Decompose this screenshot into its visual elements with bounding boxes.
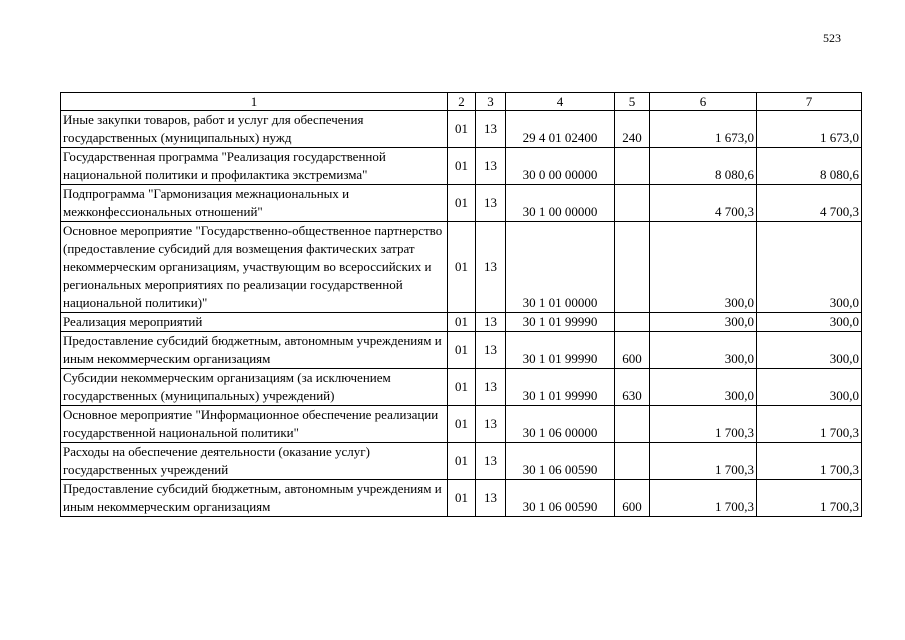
row-section: 01 (448, 369, 476, 406)
table-row (61, 222, 862, 313)
row-expense-type: 600 (615, 480, 650, 517)
row-subsection: 13 (476, 185, 506, 222)
row-expense-type (615, 222, 650, 313)
row-target-article: 30 1 06 00590 (506, 443, 615, 480)
row-amount-1: 300,0 (650, 313, 757, 332)
row-amount-2: 1 700,3 (757, 480, 862, 517)
row-name: Предоставление субсидий бюджетным, автономным учреждениям и иным некоммерческим организациям (61, 332, 448, 369)
column-header-7: 7 (757, 93, 862, 111)
row-amount-1: 4 700,3 (650, 185, 757, 222)
row-expense-type: 600 (615, 332, 650, 369)
row-subsection: 13 (476, 480, 506, 517)
row-section: 01 (448, 185, 476, 222)
column-header-1: 1 (61, 93, 448, 111)
row-amount-2: 8 080,6 (757, 148, 862, 185)
budget-table (60, 92, 862, 517)
row-amount-1: 1 700,3 (650, 443, 757, 480)
row-name: Субсидии некоммерческим организациям (за исключением государственных (муниципальных) учреждений) (61, 369, 448, 406)
column-header-5: 5 (615, 93, 650, 111)
table-row (61, 111, 862, 148)
row-amount-2: 1 673,0 (757, 111, 862, 148)
row-section: 01 (448, 443, 476, 480)
row-amount-2: 300,0 (757, 332, 862, 369)
row-section: 01 (448, 111, 476, 148)
row-target-article: 30 1 01 99990 (506, 332, 615, 369)
row-section: 01 (448, 148, 476, 185)
row-name: Государственная программа "Реализация государственной национальной политики и профилактика экстремизма" (61, 148, 448, 185)
row-amount-2: 4 700,3 (757, 185, 862, 222)
row-target-article: 30 1 01 99990 (506, 313, 615, 332)
table-row (61, 313, 862, 332)
column-header-4: 4 (506, 93, 615, 111)
column-header-2: 2 (448, 93, 476, 111)
row-name: Основное мероприятие "Информационное обеспечение реализации государственной национальной политики" (61, 406, 448, 443)
row-target-article: 29 4 01 02400 (506, 111, 615, 148)
row-amount-2: 1 700,3 (757, 443, 862, 480)
row-amount-1: 300,0 (650, 369, 757, 406)
column-number-row (61, 93, 862, 111)
row-amount-2: 300,0 (757, 313, 862, 332)
page-number: 523 (823, 31, 841, 45)
row-subsection: 13 (476, 148, 506, 185)
row-subsection: 13 (476, 443, 506, 480)
row-target-article: 30 1 01 99990 (506, 369, 615, 406)
row-amount-1: 1 673,0 (650, 111, 757, 148)
row-expense-type (615, 185, 650, 222)
table-row (61, 443, 862, 480)
row-expense-type (615, 443, 650, 480)
row-section: 01 (448, 222, 476, 313)
row-section: 01 (448, 480, 476, 517)
row-amount-2: 300,0 (757, 369, 862, 406)
table-row (61, 406, 862, 443)
row-name: Подпрограмма "Гармонизация межнациональных и межконфессиональных отношений" (61, 185, 448, 222)
row-expense-type (615, 148, 650, 185)
row-amount-1: 8 080,6 (650, 148, 757, 185)
row-expense-type: 630 (615, 369, 650, 406)
row-expense-type: 240 (615, 111, 650, 148)
row-name: Иные закупки товаров, работ и услуг для обеспечения государственных (муниципальных) нужд (61, 111, 448, 148)
row-subsection: 13 (476, 406, 506, 443)
row-amount-1: 300,0 (650, 332, 757, 369)
row-amount-1: 1 700,3 (650, 480, 757, 517)
table-row (61, 185, 862, 222)
table-row (61, 148, 862, 185)
column-header-6: 6 (650, 93, 757, 111)
row-name: Основное мероприятие "Государственно-общественное партнерство (предоставление субсидий для возмещения фактических затрат некоммерческим организациям, участвующим во всероссийских и региональных мероприятиях по реализации государственной национальной политики)" (61, 222, 448, 313)
row-subsection: 13 (476, 313, 506, 332)
row-target-article: 30 1 01 00000 (506, 222, 615, 313)
row-expense-type (615, 406, 650, 443)
row-subsection: 13 (476, 222, 506, 313)
table-row (61, 332, 862, 369)
row-subsection: 13 (476, 332, 506, 369)
row-name: Расходы на обеспечение деятельности (оказание услуг) государственных учреждений (61, 443, 448, 480)
row-target-article: 30 1 06 00000 (506, 406, 615, 443)
row-section: 01 (448, 332, 476, 369)
row-section: 01 (448, 406, 476, 443)
table-row (61, 369, 862, 406)
row-subsection: 13 (476, 369, 506, 406)
row-name: Предоставление субсидий бюджетным, автономным учреждениям и иным некоммерческим организациям (61, 480, 448, 517)
table-row (61, 480, 862, 517)
row-target-article: 30 1 06 00590 (506, 480, 615, 517)
row-section: 01 (448, 313, 476, 332)
column-header-3: 3 (476, 93, 506, 111)
row-target-article: 30 1 00 00000 (506, 185, 615, 222)
row-name: Реализация мероприятий (61, 313, 448, 332)
row-amount-1: 1 700,3 (650, 406, 757, 443)
row-amount-2: 300,0 (757, 222, 862, 313)
row-expense-type (615, 313, 650, 332)
row-subsection: 13 (476, 111, 506, 148)
row-target-article: 30 0 00 00000 (506, 148, 615, 185)
row-amount-1: 300,0 (650, 222, 757, 313)
row-amount-2: 1 700,3 (757, 406, 862, 443)
